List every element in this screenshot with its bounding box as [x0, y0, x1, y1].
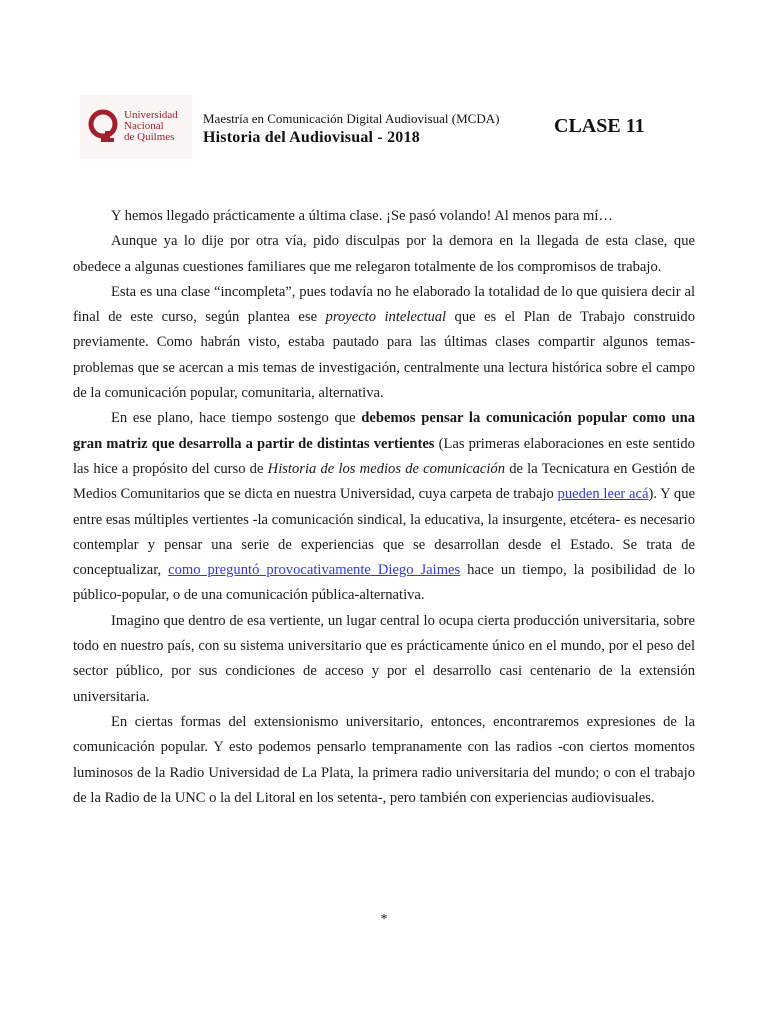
- paragraph-text: En ese plano, hace tiempo sostengo que: [111, 410, 362, 427]
- paragraph-text: (Las primeras elaboraciones en este sentido las hice a propósito del curso de: [73, 435, 695, 477]
- paragraph-text: Y hemos llegado prácticamente a última clase. ¡Se pasó volando! Al menos para mí…: [111, 208, 613, 224]
- paragraph-text: ). Y que entre esas múltiples vertientes -la comunicación sindical, la educativa, la insurgente, etcétera- es necesario contemplar y pensar una serie de experiencias que se desarrollan desde el Estado. Se trata de conceptualizar,: [73, 486, 695, 579]
- emphasis-text: Historia de los medios de comunicación: [267, 460, 506, 477]
- class-body: [73, 204, 695, 811]
- paragraph-text: Imagino que dentro de esa vertiente, un lugar central lo ocupa cierta producción universitaria, sobre todo en nuestro país, con su sistema universitario que es prácticamente único en el mundo, por el peso del sector público, por sus condiciones de acceso y por el desarrollo casi centenario de la extensión universitaria.: [73, 612, 695, 705]
- paragraph-text: de la Tecnicatura en Gestión de Medios Comunitarios que se dicta en nuestra Universidad, cuya carpeta de trabajo: [73, 460, 695, 503]
- paragraph-text: En ciertas formas del extensionismo universitario, entonces, encontraremos expresiones de la comunicación popular. Y esto podemos pensarlo tempranamente con las radios -con ciertos momentos luminosos de la Radio Universidad de La Plata, la primera radio universitaria del mundo; o con el trabajo de la Radio de la UNC o la del Litoral en los setenta-, pero también con experiencias audiovisuales.: [73, 713, 695, 806]
- section-separator: *: [380, 912, 388, 927]
- paragraph-university-production: [73, 609, 695, 710]
- logo-wordmark: [124, 110, 190, 143]
- logo-line-2: Nacional: [124, 120, 164, 132]
- emphasis-text: proyecto intelectual: [325, 309, 447, 326]
- course-title: Historia del Audiovisual - 2018: [203, 129, 420, 146]
- unq-logo-icon: [88, 109, 120, 143]
- paragraph-text: Aunque ya lo dije por otra vía, pido disculpas por la demora en la llegada de esta clase, que obedece a algunas cuestiones familiares que me relegaron totalmente de los compromisos de trabajo.: [73, 233, 695, 275]
- link-carpeta-trabajo[interactable]: pueden leer acá: [557, 486, 649, 503]
- paragraph-apology: [73, 229, 695, 280]
- paragraph-text: Esta es una clase “incompleta”, pues todavía no he elaborado la totalidad de lo que quisiera decir al final de este curso, según plantea ese: [73, 283, 695, 326]
- document-header: [80, 95, 700, 159]
- program-name: Maestría en Comunicación Digital Audiovisual (MCDA): [203, 111, 500, 126]
- bold-thesis: debemos pensar la comunicación popular como una gran matriz que desarrolla a partir de distintas vertientes: [73, 410, 695, 452]
- logo-line-3: de Quilmes: [124, 131, 175, 143]
- paragraph-intro: [73, 204, 695, 229]
- logo-line-1: Universidad: [124, 109, 178, 121]
- paragraph-extension: [73, 710, 695, 811]
- link-diego-jaimes[interactable]: como preguntó provocativamente Diego Jaimes: [168, 562, 461, 579]
- paragraph-text: que es el Plan de Trabajo construido previamente. Como habrán visto, estaba pautado para las últimas clases compartir algunos temas-problemas que se acercan a mis temas de investigación, centralmente una lectura histórica sobre el campo de la comunicación popular, comunitaria, alternativa.: [73, 309, 696, 402]
- paragraph-text: hace un tiempo, la posibilidad de lo público-popular, o de una comunicación pública-alternativa.: [73, 562, 695, 604]
- class-number: CLASE 11: [554, 115, 645, 137]
- paragraph-incomplete-class: [73, 280, 695, 406]
- paragraph-popular-communication: [73, 406, 695, 608]
- university-logo: [80, 95, 192, 159]
